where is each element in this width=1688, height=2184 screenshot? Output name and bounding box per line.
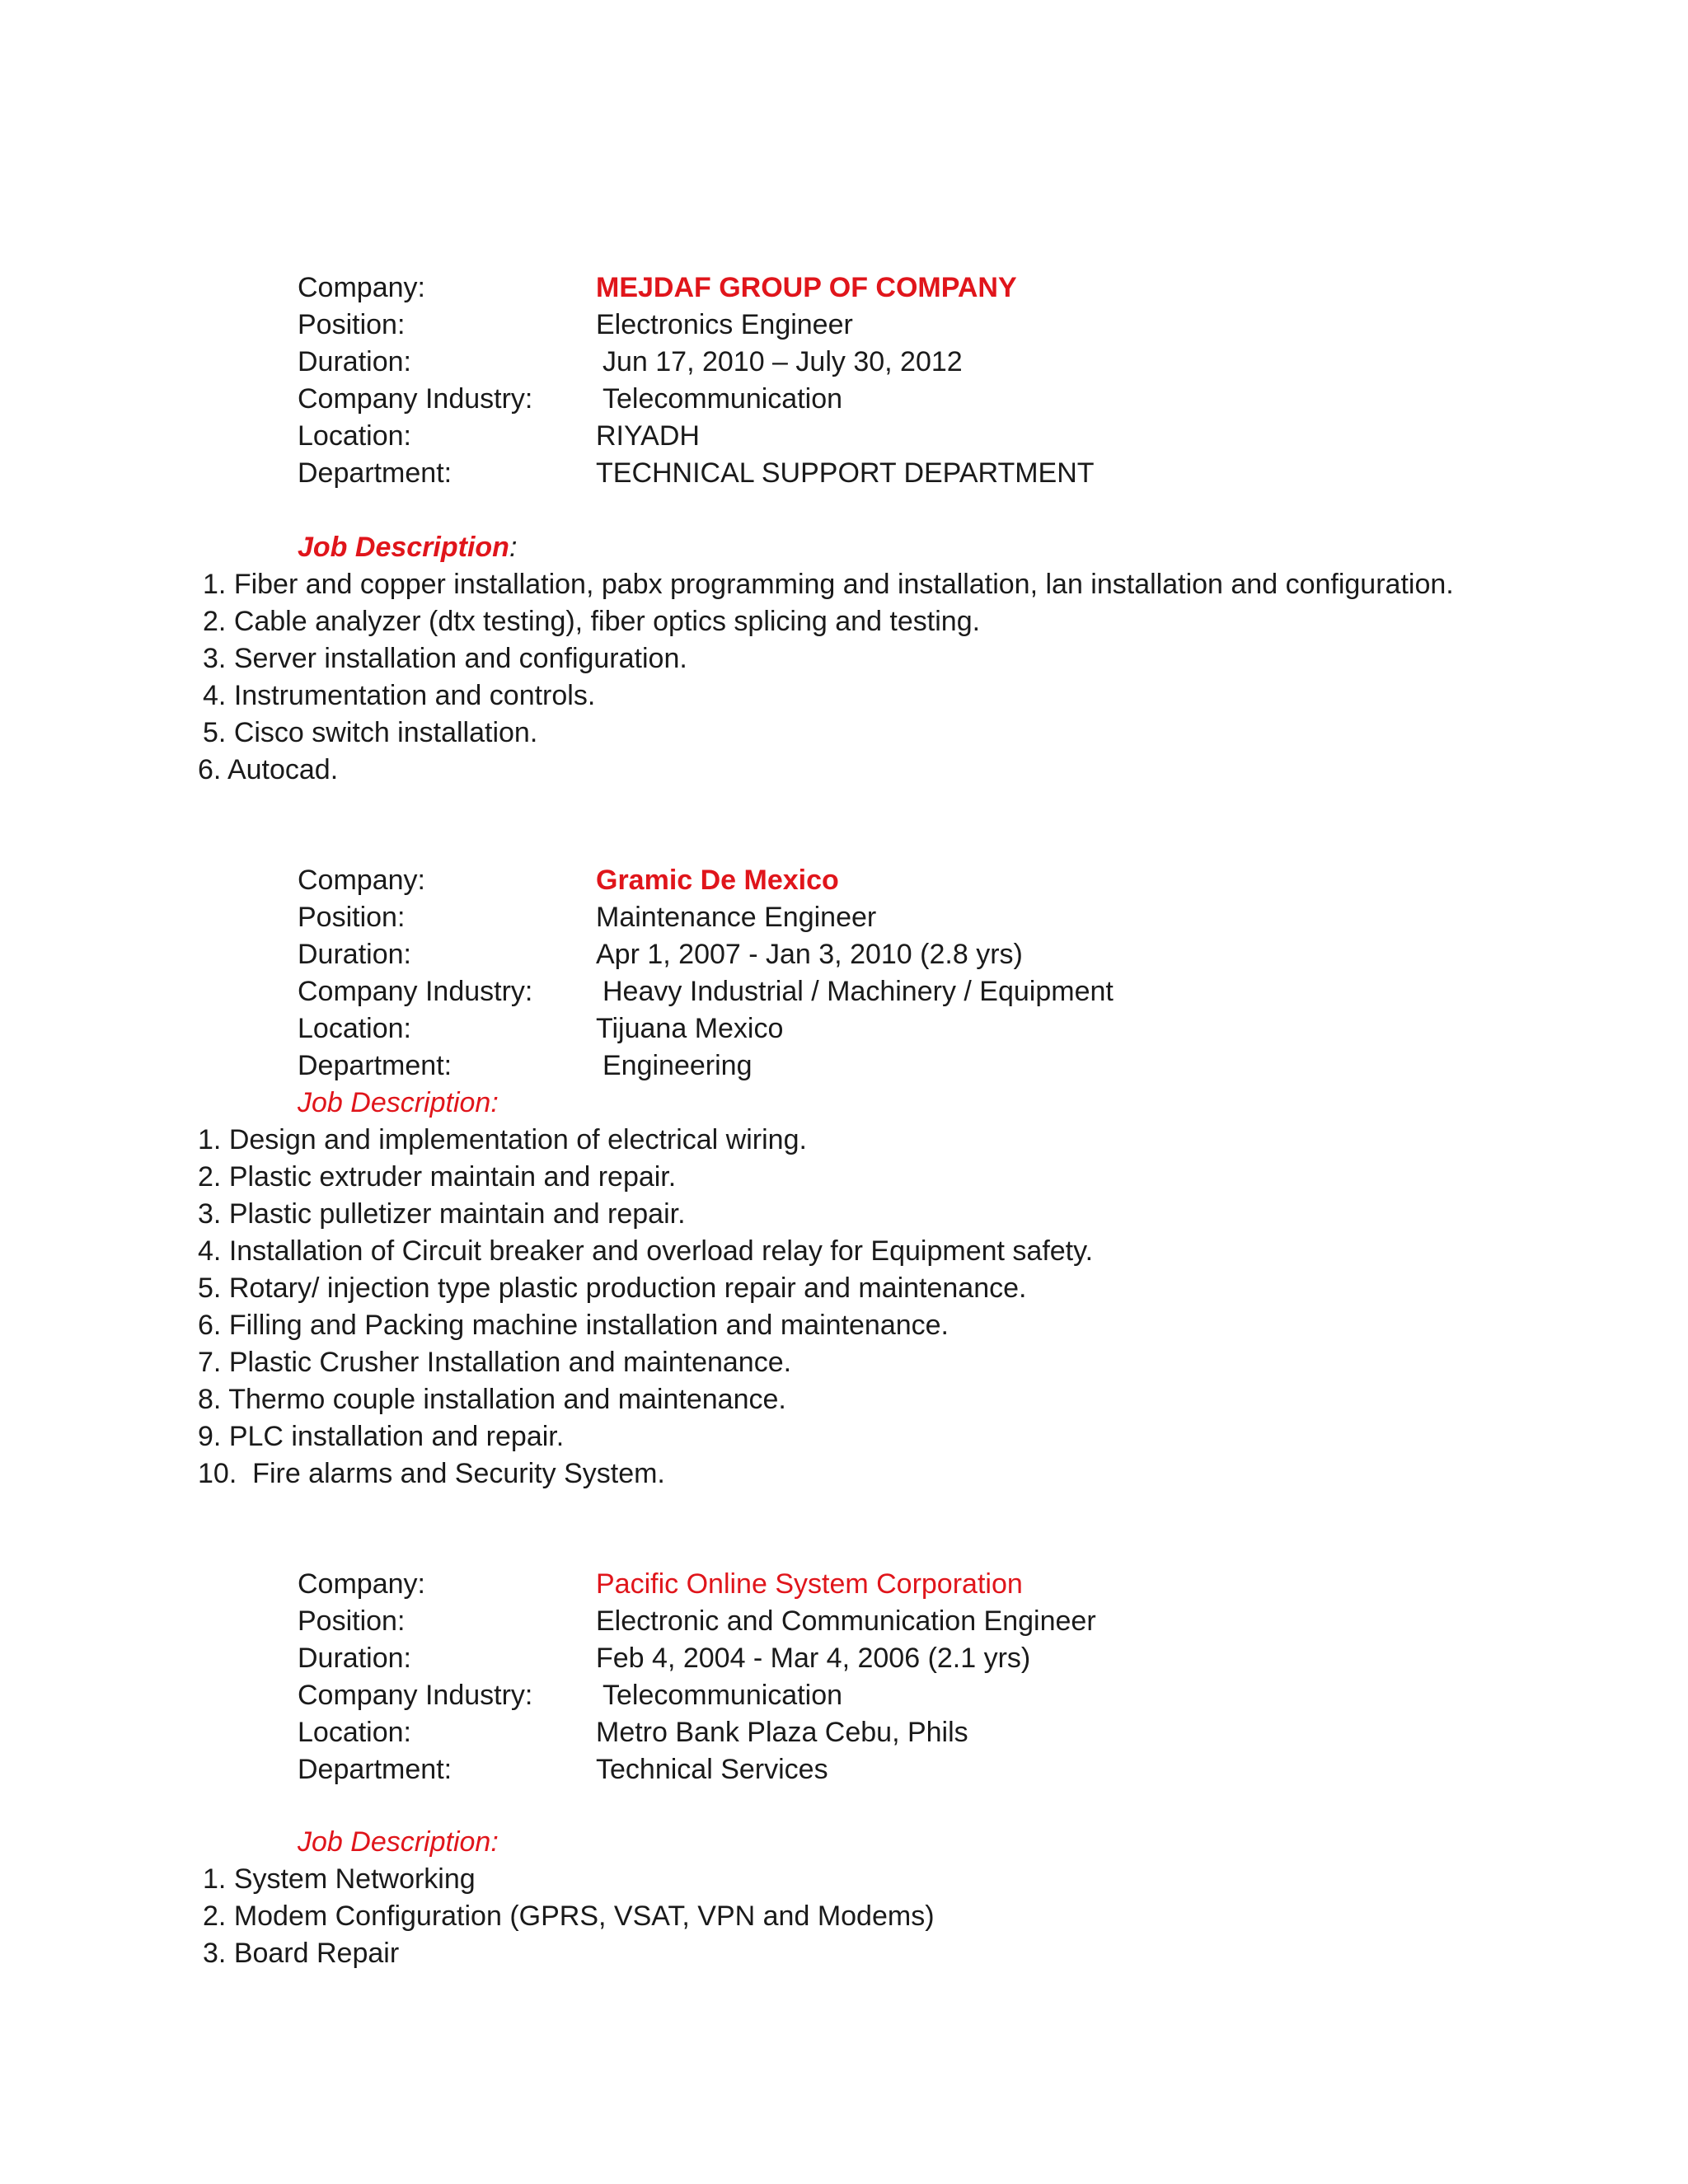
- list-item-text: Thermo couple installation and maintenance.: [228, 1384, 786, 1415]
- list-item: [203, 715, 537, 752]
- list-item: [198, 1307, 949, 1344]
- list-item-number: 2.: [198, 1161, 222, 1193]
- department-label: Department:: [298, 1050, 452, 1081]
- department-label: Department:: [298, 1754, 452, 1785]
- duration-value: Feb 4, 2004 - Mar 4, 2006 (2.1 yrs): [596, 1643, 1031, 1674]
- list-item-text: PLC installation and repair.: [228, 1421, 565, 1452]
- location-label: Location:: [298, 1717, 411, 1748]
- list-item-text: Cisco switch installation.: [233, 717, 538, 748]
- job-description-colon: :: [509, 532, 518, 563]
- list-item-text: Plastic Crusher Installation and maintenance.: [228, 1347, 792, 1378]
- position-row: [298, 899, 876, 936]
- list-item-text: Plastic pulletizer maintain and repair.: [228, 1198, 686, 1230]
- department-value: TECHNICAL SUPPORT DEPARTMENT: [596, 457, 1095, 489]
- list-item-number: 6.: [198, 1310, 222, 1341]
- list-item-number: 1.: [198, 1124, 222, 1155]
- location-value: Metro Bank Plaza Cebu, Phils: [596, 1717, 968, 1748]
- list-item-number: 1.: [203, 569, 227, 600]
- list-item: [203, 603, 980, 640]
- list-item-text: Autocad.: [227, 754, 339, 785]
- department-row: [298, 1047, 752, 1085]
- list-item: [198, 1418, 564, 1455]
- position-label: Position:: [298, 1605, 406, 1637]
- location-label: Location:: [298, 420, 411, 452]
- list-item-number: 3.: [203, 643, 227, 674]
- list-item-text: Cable analyzer (dtx testing), fiber optics splicing and testing.: [233, 606, 981, 637]
- list-item-text: Plastic extruder maintain and repair.: [228, 1161, 677, 1193]
- industry-label: Company Industry:: [298, 383, 533, 415]
- industry-value: Telecommunication: [603, 1680, 843, 1711]
- position-row: [298, 307, 853, 344]
- industry-label: Company Industry:: [298, 976, 533, 1007]
- list-item-text: Filling and Packing machine installation and maintenance.: [228, 1310, 950, 1341]
- job-description-heading: Job Description:: [298, 1826, 499, 1858]
- duration-value: Apr 1, 2007 - Jan 3, 2010 (2.8 yrs): [596, 939, 1023, 970]
- list-item: [198, 1122, 807, 1159]
- company-row: [298, 269, 1017, 307]
- list-item-number: 2.: [203, 1900, 227, 1932]
- department-row: [298, 1751, 828, 1788]
- list-item: [203, 1861, 476, 1898]
- company-name: Gramic De Mexico: [596, 865, 839, 896]
- industry-row: [298, 973, 1114, 1010]
- department-row: [298, 455, 1095, 492]
- list-item-number: 7.: [198, 1347, 222, 1378]
- location-row: [298, 418, 700, 455]
- list-item: [203, 566, 1454, 603]
- location-label: Location:: [298, 1013, 411, 1044]
- department-label: Department:: [298, 457, 452, 489]
- list-item-number: 1.: [203, 1863, 227, 1895]
- duration-label: Duration:: [298, 346, 411, 377]
- position-row: [298, 1603, 1096, 1640]
- industry-value: Heavy Industrial / Machinery / Equipment: [603, 976, 1114, 1007]
- list-item-text: Fire alarms and Security System.: [252, 1458, 665, 1489]
- list-item: [198, 1455, 665, 1493]
- list-item-number: 10.: [198, 1458, 237, 1489]
- list-item-text: Design and implementation of electrical wiring.: [228, 1124, 807, 1155]
- list-item-text: System Networking: [233, 1863, 476, 1895]
- job-description-label: Job Description: [298, 532, 509, 563]
- list-item-text: Instrumentation and controls.: [233, 680, 596, 711]
- industry-label: Company Industry:: [298, 1680, 533, 1711]
- position-value: Electronics Engineer: [596, 309, 853, 340]
- list-item-text: Installation of Circuit breaker and overload relay for Equipment safety.: [228, 1235, 1094, 1267]
- list-item-text: Fiber and copper installation, pabx programming and installation, lan installation and configuration.: [233, 569, 1454, 600]
- industry-row: [298, 381, 842, 418]
- location-value: Tijuana Mexico: [596, 1013, 784, 1044]
- department-value: Engineering: [603, 1050, 753, 1081]
- list-item-number: 3.: [198, 1198, 222, 1230]
- list-item-number: 5.: [203, 717, 227, 748]
- duration-row: [298, 936, 1023, 973]
- list-item-text: Board Repair: [233, 1938, 400, 1969]
- duration-label: Duration:: [298, 1643, 411, 1674]
- duration-value: Jun 17, 2010 – July 30, 2012: [603, 346, 963, 377]
- location-row: [298, 1714, 968, 1751]
- list-item-number: 6.: [198, 754, 222, 785]
- list-item: [198, 1159, 676, 1196]
- list-item-number: 4.: [198, 1235, 222, 1267]
- list-item: [198, 1381, 786, 1418]
- list-item-number: 2.: [203, 606, 227, 637]
- list-item: [203, 1898, 935, 1935]
- location-value: RIYADH: [596, 420, 700, 452]
- list-item: [198, 752, 338, 789]
- industry-row: [298, 1677, 842, 1714]
- list-item-text: Server installation and configuration.: [233, 643, 687, 674]
- list-item: [198, 1270, 1026, 1307]
- list-item: [203, 1935, 399, 1972]
- job-description-heading: [298, 529, 517, 566]
- position-value: Maintenance Engineer: [596, 902, 877, 933]
- company-name: MEJDAF GROUP OF COMPANY: [596, 272, 1017, 303]
- list-item: [198, 1344, 791, 1381]
- job-description-heading: Job Description:: [298, 1087, 499, 1118]
- position-value: Electronic and Communication Engineer: [596, 1605, 1096, 1637]
- list-item-number: 4.: [203, 680, 227, 711]
- list-item: [203, 640, 687, 677]
- company-label: Company:: [298, 272, 425, 303]
- list-item-number: 5.: [198, 1272, 222, 1304]
- company-row: [298, 862, 839, 899]
- location-row: [298, 1010, 783, 1047]
- list-item-number: 3.: [203, 1938, 227, 1969]
- duration-label: Duration:: [298, 939, 411, 970]
- position-label: Position:: [298, 902, 406, 933]
- department-value: Technical Services: [596, 1754, 828, 1785]
- position-label: Position:: [298, 309, 406, 340]
- duration-row: [298, 344, 963, 381]
- list-item: [198, 1233, 1093, 1270]
- list-item: [198, 1196, 686, 1233]
- list-item-number: 9.: [198, 1421, 222, 1452]
- company-label: Company:: [298, 865, 425, 896]
- list-item-number: 8.: [198, 1384, 222, 1415]
- list-item-text: Rotary/ injection type plastic production repair and maintenance.: [228, 1272, 1027, 1304]
- company-label: Company:: [298, 1568, 425, 1600]
- list-item-text: Modem Configuration (GPRS, VSAT, VPN and Modems): [233, 1900, 935, 1932]
- industry-value: Telecommunication: [603, 383, 843, 415]
- company-row: [298, 1566, 1023, 1603]
- duration-row: [298, 1640, 1030, 1677]
- company-name: Pacific Online System Corporation: [596, 1568, 1023, 1600]
- list-item: [203, 677, 595, 715]
